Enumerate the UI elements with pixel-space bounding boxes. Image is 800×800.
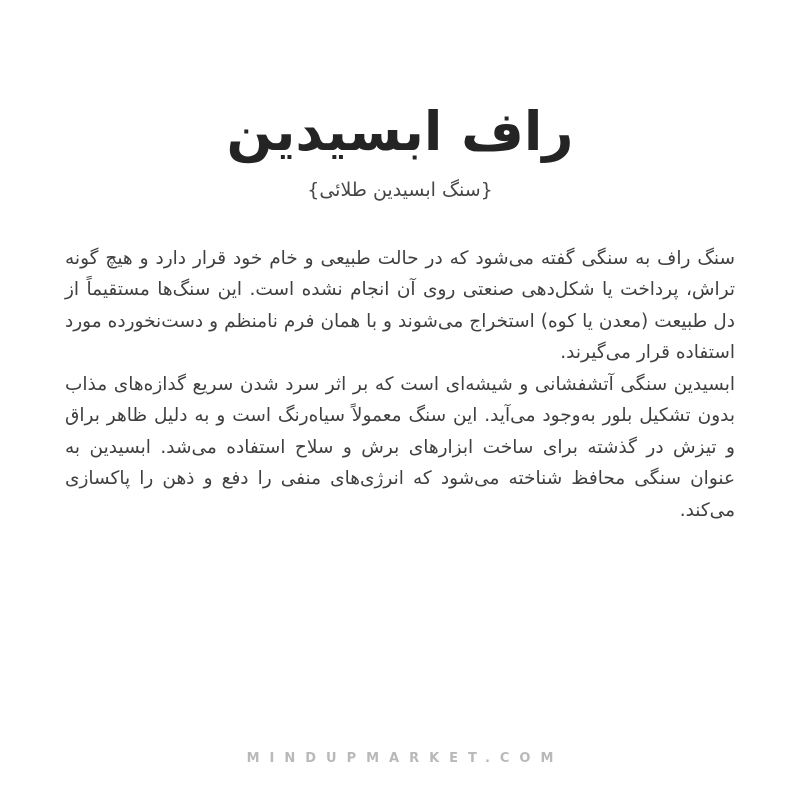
body-text — [65, 243, 735, 527]
page-title: راف ابسیدین — [226, 100, 574, 163]
footer-watermark: MINDUPMARKET.COM — [246, 751, 564, 766]
page-subtitle: {سنگ ابسیدین طلائی} — [307, 178, 493, 201]
body-paragraph-1: سنگ راف به سنگی گفته می‌شود که در حالت طبیعی و خام خود قرار دارد و هیچ گونه تراش، پرداخت یا شکل‌دهی صنعتی روی آن انجام نشده است. این سنگ‌ها مستقیماً از دل طبیعت (معدن یا کوه) استخراج می‌شوند و با همان فرم نامنظم و دست‌نخورده مورد استفاده قرار می‌گیرند. — [65, 247, 735, 364]
body-paragraph-2: ابسیدین سنگی آتشفشانی و شیشه‌ای است که بر اثر سرد شدن سریع گدازه‌های مذاب بدون تشکیل بلور به‌وجود می‌آید. این سنگ معمولاً سیاه‌رنگ است و به دلیل ظاهر براق و تیزش در گذشته برای ساخت ابزارهای برش و سلاح استفاده می‌شد. ابسیدین به عنوان سنگی محافظ شناخته می‌شود که انرژی‌های منفی را دفع و ذهن را پاکسازی می‌کند. — [65, 373, 735, 521]
